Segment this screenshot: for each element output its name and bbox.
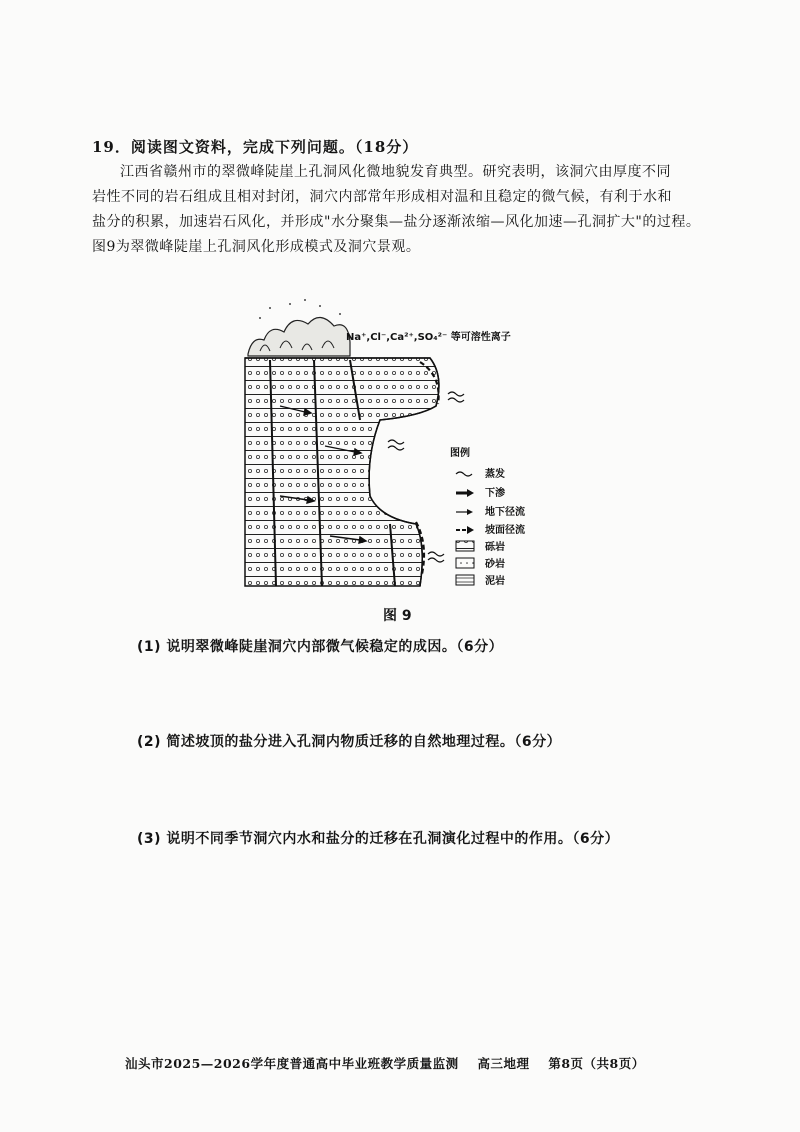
legend-label: 泥岩 [485, 576, 505, 587]
legend-label: 地下径流 [485, 507, 525, 518]
legend-label: 坡面径流 [485, 525, 525, 536]
evaporation-icon [456, 472, 472, 476]
infiltration-icon [456, 489, 474, 497]
subquestion-1: (1) 说明翠微峰陡崖洞穴内部微气候稳定的成因。（6分） [137, 639, 504, 655]
intro-line: 盐分的积累，加速岩石风化，并形成"水分聚集—盐分逐渐浓缩—风化加速—孔洞扩大"的过程。 [92, 214, 701, 230]
groundwater-icon [456, 509, 473, 515]
footer-subject: 高三地理 [477, 1056, 530, 1071]
legend-label: 砂岩 [485, 559, 505, 570]
legend-label: 蒸发 [485, 469, 505, 480]
legend-label: 下渗 [485, 488, 505, 499]
vegetation-icon [248, 299, 350, 356]
ion-label: Na⁺,Cl⁻,Ca²⁺,SO₄²⁻ 等可溶性离子 [346, 332, 511, 343]
footer-exam: 汕头市2025—2026学年度普通高中毕业班教学质量监测 [125, 1056, 459, 1071]
subquestion-2: (2) 简述坡顶的盐分进入孔洞内物质迁移的自然地理过程。（6分） [137, 734, 562, 750]
legend [450, 446, 525, 587]
page-footer [125, 1054, 659, 1072]
conglomerate-swatch [456, 541, 474, 551]
subquestion-3: (3) 说明不同季节洞穴内水和盐分的迁移在孔洞演化过程中的作用。（6分） [137, 831, 620, 847]
intro-line: 江西省赣州市的翠微峰陡崖上孔洞风化微地貌发育典型。研究表明，该洞穴由厚度不同 [120, 164, 671, 180]
mudstone-swatch [456, 575, 474, 585]
question-title: 19．阅读图文资料，完成下列问题。（18分） [92, 138, 419, 156]
intro-line: 岩性不同的岩石组成且相对封闭，洞穴内部常年形成相对温和且稳定的微气候，有利于水和 [92, 189, 672, 205]
legend-title: 图例 [450, 448, 470, 459]
legend-label: 砾岩 [485, 542, 505, 553]
rock-cliff [245, 358, 439, 586]
slope-runoff-icon [456, 526, 474, 534]
sandstone-swatch [456, 558, 474, 568]
intro-line: 图9为翠微峰陡崖上孔洞风化形成模式及洞穴景观。 [92, 239, 421, 255]
footer-page: 第8页（共8页） [548, 1056, 645, 1071]
question-intro [92, 160, 722, 260]
cliff-cave-diagram [230, 296, 540, 596]
figure-caption: 图 9 [383, 608, 412, 624]
